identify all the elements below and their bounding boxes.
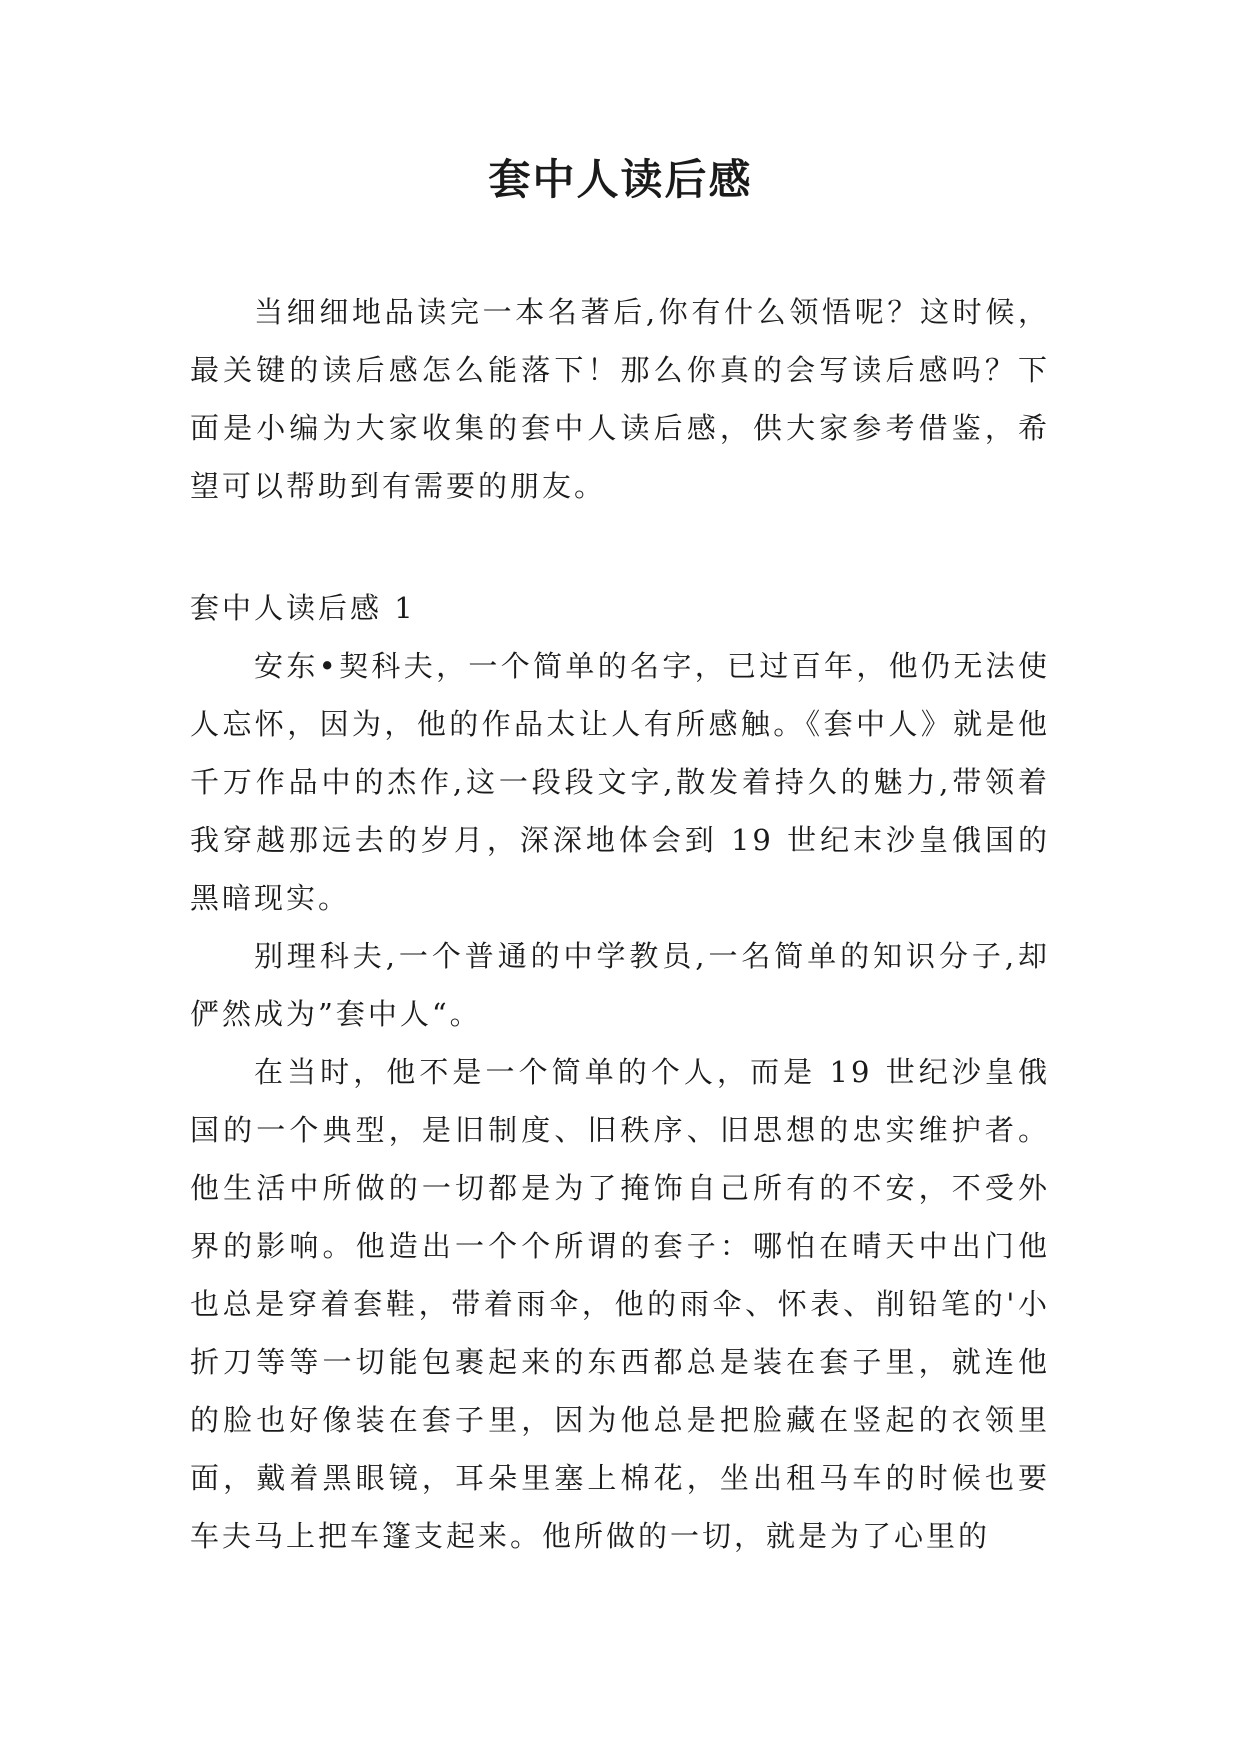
intro-paragraph: 当细细地品读完一本名著后,你有什么领悟呢？这时候，最关键的读后感怎么能落下！那么你真的会写读后感吗？下面是小编为大家收集的套中人读后感，供大家参考借鉴，希望可以帮助到有需要的朋友。 <box>190 295 1050 503</box>
body-paragraph: 在当时，他不是一个简单的个人，而是 19 世纪沙皇俄国的一个典型，是旧制度、旧秩序、旧思想的忠实维护者。他生活中所做的一切都是为了掩饰自己所有的不安，不受外界的影响。他造出一个个所谓的套子：哪怕在晴天中出门他也总是穿着套鞋，带着雨伞，他的雨伞、怀表、削铅笔的'小折刀等等一切能包裹起来的东西都总是装在套子里，就连他的脸也好像装在套子里，因为他总是把脸藏在竖起的衣领里面，戴着黑眼镜，耳朵里塞上棉花，坐出租马车的时候也要车夫马上把车篷支起来。他所做的一切，就是为了心里的 <box>190 1055 1050 1553</box>
document-body <box>190 283 1050 1565</box>
body-paragraph: 别理科夫,一个普通的中学教员,一名简单的知识分子,却俨然成为”套中人“。 <box>190 939 1050 1031</box>
paragraph-gap <box>190 515 1050 573</box>
essay-section <box>190 579 1050 1565</box>
document-title: 套中人读后感 <box>488 155 753 204</box>
body-paragraph: 安东•契科夫，一个简单的名字，已过百年，他仍无法使人忘怀，因为，他的作品太让人有所感触。《套中人》就是他千万作品中的杰作,这一段段文字,散发着持久的魅力,带领着我穿越那远去的岁月，深深地体会到 19 世纪末沙皇俄国的黑暗现实。 <box>190 649 1050 915</box>
section-heading: 套中人读后感 1 <box>190 591 416 625</box>
